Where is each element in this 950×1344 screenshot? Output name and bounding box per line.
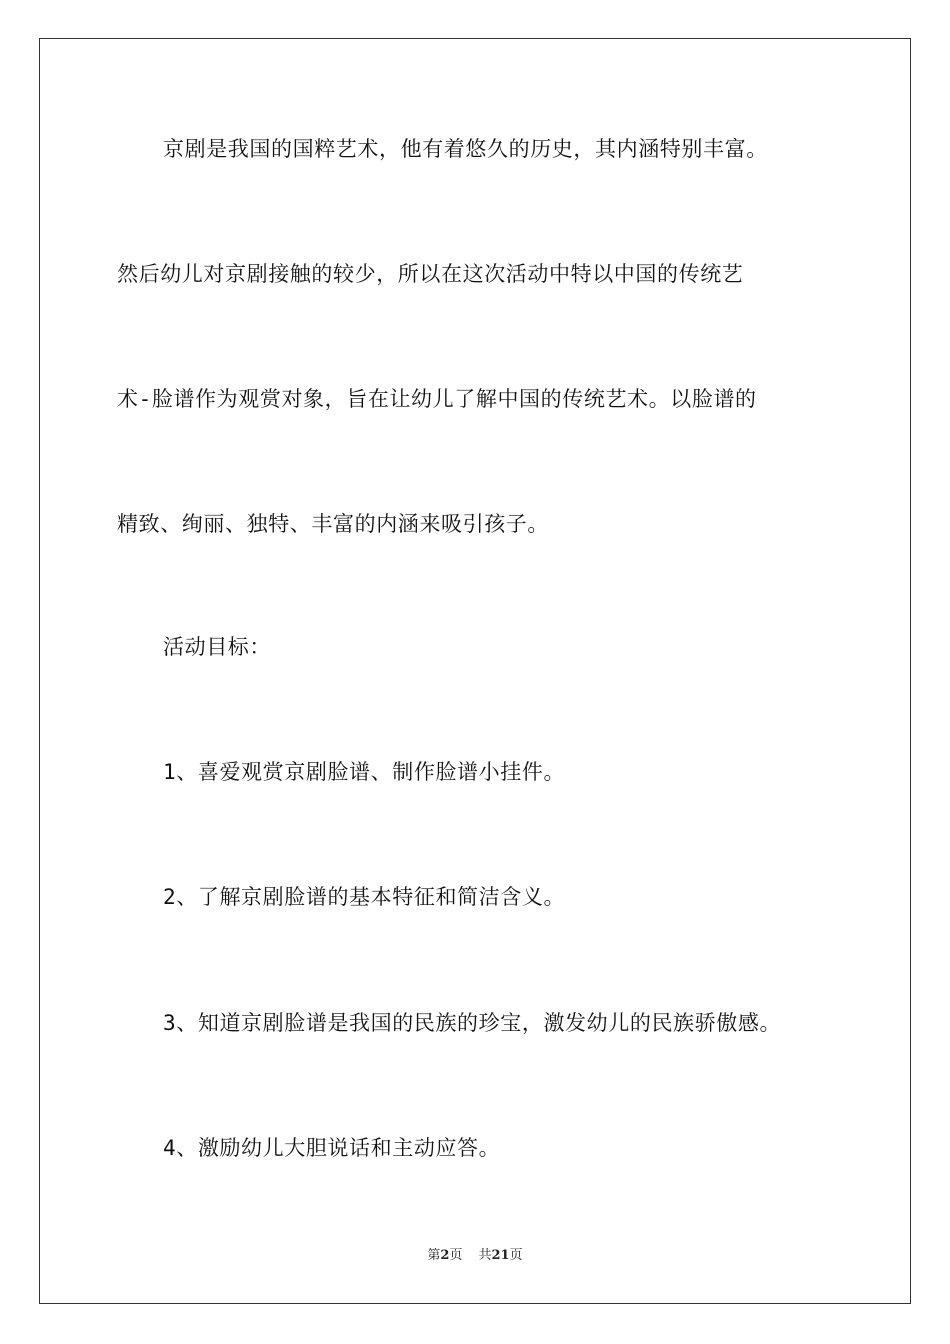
list-item: 3、知道京剧脸谱是我国的民族的珍宝，激发幼儿的民族骄傲感。 <box>163 1011 782 1035</box>
total-pages: 21 <box>491 1248 510 1263</box>
page-frame <box>39 38 911 1304</box>
list-item: 1、喜爱观赏京剧脸谱、制作脸谱小挂件。 <box>163 760 566 784</box>
section-heading: 活动目标： <box>163 635 271 659</box>
list-item: 4、激励幼儿大胆说话和主动应答。 <box>163 1136 501 1160</box>
total-prefix: 共 <box>478 1248 492 1263</box>
page-footer <box>0 1247 950 1265</box>
page-suffix: 页 <box>449 1248 463 1263</box>
paragraph-line: 术-脸谱作为观赏对象，旨在让幼儿了解中国的传统艺术。以脸谱的 <box>117 387 757 411</box>
paragraph-line: 精致、绚丽、独特、丰富的内涵来吸引孩子。 <box>117 512 549 536</box>
page-prefix: 第 <box>427 1248 441 1263</box>
total-suffix: 页 <box>509 1248 523 1263</box>
list-item: 2、了解京剧脸谱的基本特征和简洁含义。 <box>163 885 566 909</box>
paragraph-line: 然后幼儿对京剧接触的较少，所以在这次活动中特以中国的传统艺 <box>117 262 744 286</box>
paragraph-line: 京剧是我国的国粹艺术，他有着悠久的历史，其内涵特别丰富。 <box>163 137 768 161</box>
page-number: 2 <box>440 1248 450 1263</box>
